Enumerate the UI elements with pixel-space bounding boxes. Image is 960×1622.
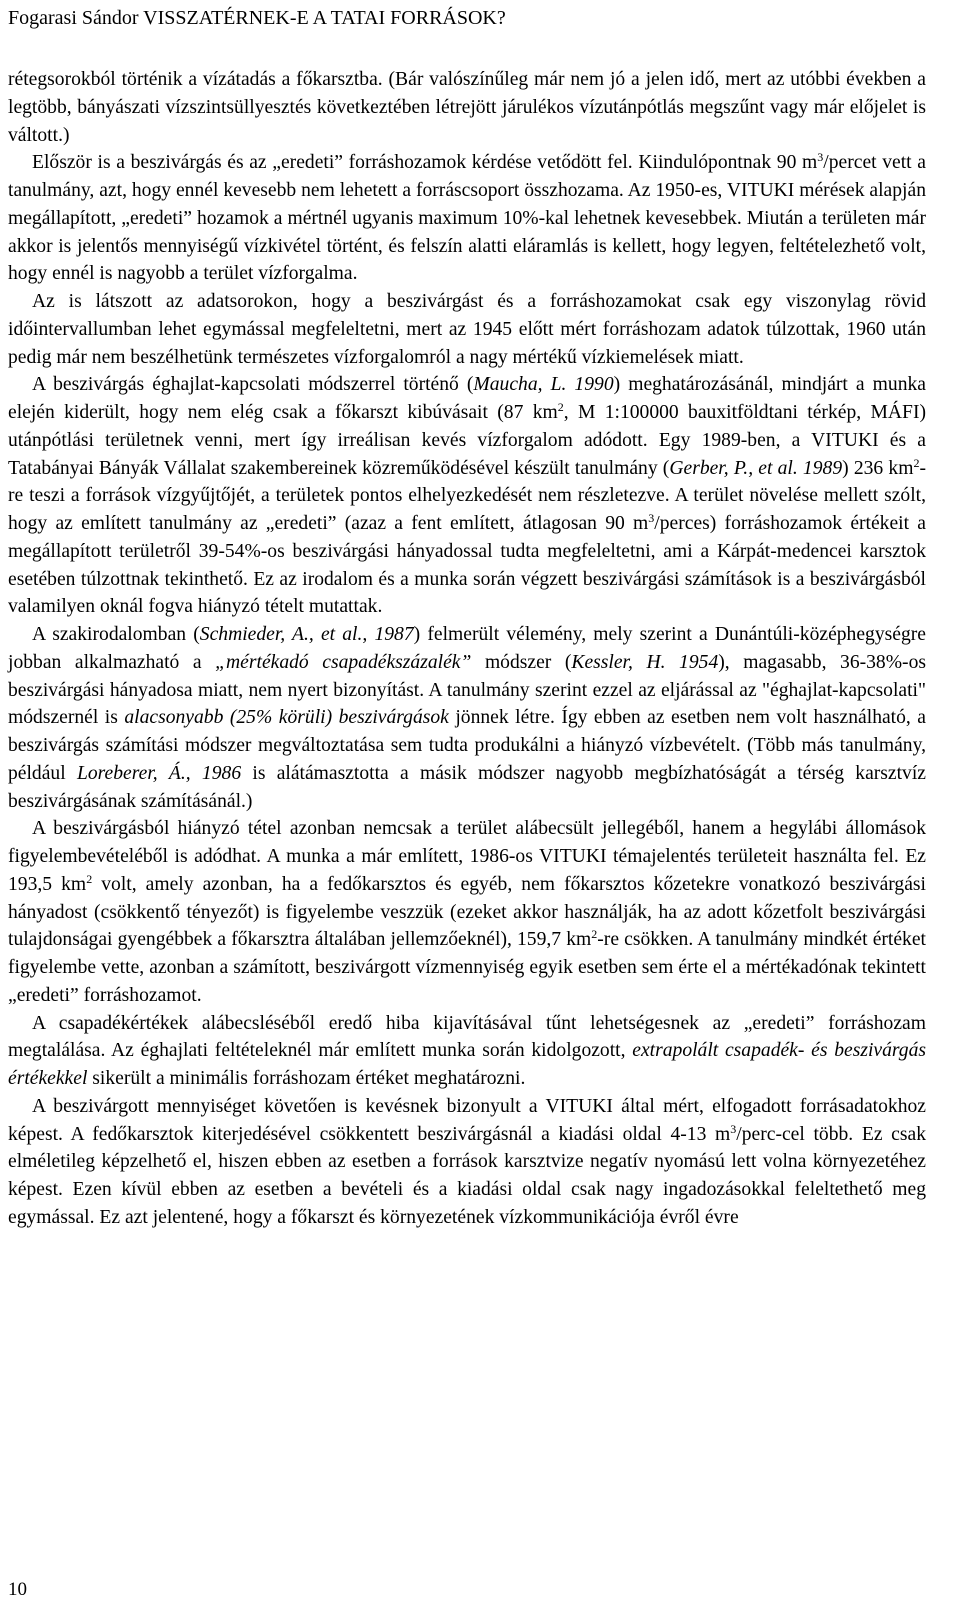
italic-text: Kessler, H. 1954	[571, 651, 719, 673]
text-run: A csapadékértékek alábecsléséből eredő hiba kijavításával tűnt lehetségesnek az „eredeti” forráshozam megtalálása. Az éghajlati feltételeknél már említett munka során kidolgozott,	[8, 1012, 926, 1062]
text-run: A beszivárgott mennyiséget követően is kevésnek bizonyult a VITUKI által mért, elfogadott forrásadatokhoz képest. A fedőkarsztok kiterjedésével csökkentett beszivárgásnál a kiadási oldal 4-13 m	[8, 1095, 926, 1145]
text-run: Az is látszott az adatsorokon, hogy a beszivárgást és a forráshozamokat csak egy viszonylag rövid időintervallumban lehet egymással megfeleltetni, mert az 1945 előtt mért forráshozam adatok túlzottak, 1960 után pedig már nem beszélhetünk természetes vízforgalomról a nagy mértékű vízkiemelések miatt.	[8, 291, 926, 368]
text-run: -re teszi a források vízgyűjtőjét, a területek pontos elhelyezkedését nem részletezve. A terület növelése mellett szólt, hogy az említett tanulmány az „eredeti” (azaz a fent említett, átlagosan 90 m	[8, 457, 926, 534]
text-run: /perc-cel több. Ez csak elméletileg képzelhető el, hiszen ebben az esetben a források karsztvize negatív nyomású lett volna környezetéhez képest. Ezen kívül ebben az esetben a bevételi és a kiadási oldal csak nagy ingadozásokkal feleltethető meg egymással. Ez azt jelentené, hogy a főkarszt és környezetének vízkommunikációja évről évre	[8, 1123, 926, 1228]
italic-text: „mértékadó csapadékszázalék”	[215, 651, 472, 673]
paragraph	[8, 149, 926, 288]
superscript: 2	[557, 400, 564, 414]
text-run: rétegsorokból történik a vízátadás a főkarsztba. (Bár valószínűleg már nem jó a jelen idő, mert az utóbbi években a legtöbb, bányászati vízszintsüllyesztés következtében létrejött járulékos vízutánpótlás megszűnt vagy már előjelet is váltott.)	[8, 69, 926, 146]
text-run: ) meghatározásánál, mindjárt a munka elején kiderült, hogy nem elég csak a főkarszt kibúvásait (87 km	[8, 374, 927, 423]
paragraph	[8, 621, 926, 815]
text-run: ), magasabb, 36-38%-os beszivárgási hányadosa miatt, nem nyert bizonyítást. A tanulmány szerint ezzel az eljárással az "éghajlat-kapcsolati" módszernél is	[8, 651, 926, 729]
text-run: , M 1:100000 bauxitföldtani térkép, MÁFI) utánpótlási területnek venni, mert így irreálisan kevés vízforgalom adódott. Egy 1989-ben, a VITUKI és a Tatabányai Bányák Vállalat szakembereinek közreműködésével készült tanulmány (	[8, 402, 926, 479]
text-run: A beszivárgásból hiányzó tétel azonban nemcsak a terület alábecsült jellegéből, hanem a hegylábi állomások figyelembevételéből is adódhat. A munka a már említett, 1986-os VITUKI témajelentés területeit használta fel. Ez 193,5 km	[8, 818, 926, 895]
paragraph	[8, 1010, 926, 1093]
italic-text: Schmieder, A., et al., 1987	[199, 624, 414, 645]
superscript: 3	[730, 1121, 737, 1136]
text-run: Először is a beszivárgás és az „eredeti” forráshozamok kérdése vetődött fel. Kiindulópontnak 90 m	[32, 152, 818, 174]
paragraph	[8, 1093, 926, 1232]
text-run: jönnek létre. Így ebben az esetben nem volt használható, a beszivárgás számítási módszer megváltoztatása sem tudta produkálni a hiányzó vízbevételt. (Több más tanulmány, például	[8, 707, 926, 784]
superscript: 3	[817, 150, 824, 165]
text-run: -re csökken. A tanulmány mindkét értéket figyelembe vette, azonban a számított, beszivárgott vízmennyiség egyik esetben sem érte el a mértékadónak tekintett „eredeti” forráshozamot.	[8, 929, 926, 1006]
superscript: 2	[86, 871, 93, 886]
italic-text: Maucha, L. 1990	[473, 374, 614, 396]
superscript: 2	[913, 455, 920, 470]
superscript: 3	[648, 511, 655, 525]
italic-text: extrapolált csapadék- és beszivárgás értékekkel	[8, 1040, 926, 1089]
text-run: /perces) forráshozamok értékeit a megállapított területről 39-54%-os beszivárgási hányadossal tudta megfeleltetni, ami a Kárpát-medencei karsztok esetében túlzottnak tekinthető. Ez az irodalom és a munka során végzett beszivárgási számítások is a beszivárgásból valamilyen oknál fogva hiányzó tételt mutattak.	[8, 513, 927, 618]
paragraph	[8, 66, 926, 149]
paragraph	[8, 815, 926, 1009]
italic-text: Loreberer, Á., 1986	[76, 762, 242, 784]
article-body	[8, 66, 926, 1232]
text-run: ) felmerült vélemény, mely szerint a Dunántúli-középhegységre jobban alkalmazható a	[8, 624, 926, 673]
text-run: A szakirodalomban (	[32, 624, 200, 645]
text-run: ) 236 km	[842, 457, 914, 479]
superscript: 2	[591, 927, 598, 942]
italic-text: alacsonyabb (25% körüli) beszivárgások	[124, 707, 449, 729]
page-number: 10	[8, 1579, 27, 1600]
text-run: /percet vett a tanulmány, azt, hogy ennél kevesebb nem lehetett a forráscsoport összhozama. Az 1950-es, VITUKI mérések alapján megállapított, „eredeti” hozamok a mértnél ugyanis maximum 10%-kal lehetnek kevesebbek. Miután a területen már akkor is jelentős mennyiségű vízkivétel történt, és felszín alatti eláramlás is kellett, hogy legyen, feltételezhető volt, hogy ennél is nagyobb a terület vízforgalma.	[8, 152, 926, 285]
paragraph	[8, 288, 926, 371]
text-run: sikerült a minimális forráshozam értéket meghatározni.	[87, 1068, 526, 1089]
paragraph	[8, 371, 926, 621]
running-header: Fogarasi Sándor VISSZATÉRNEK-E A TATAI FORRÁSOK?	[8, 7, 506, 29]
text-run: volt, amely azonban, ha a fedőkarsztos és egyéb, nem főkarsztos kőzetekre vonatkozó beszivárgási hányadost (csökkentő tényezőt) is figyelembe veszzük (ezeket akkor használják, ha az adott kőzetfolt beszivárgási tulajdonságai gyengébbek a főkarsztra általában jellemzőeknél), 159,7 km	[8, 873, 926, 951]
text-run: is alátámasztotta a másik módszer nagyobb megbízhatóságát a térség karsztvíz beszivárgásának számításánál.)	[8, 762, 926, 812]
text-run: módszer (	[471, 651, 572, 673]
italic-text: Gerber, P., et al. 1989	[669, 457, 843, 479]
text-run: A beszivárgás éghajlat-kapcsolati módszerrel történő (	[32, 374, 474, 396]
